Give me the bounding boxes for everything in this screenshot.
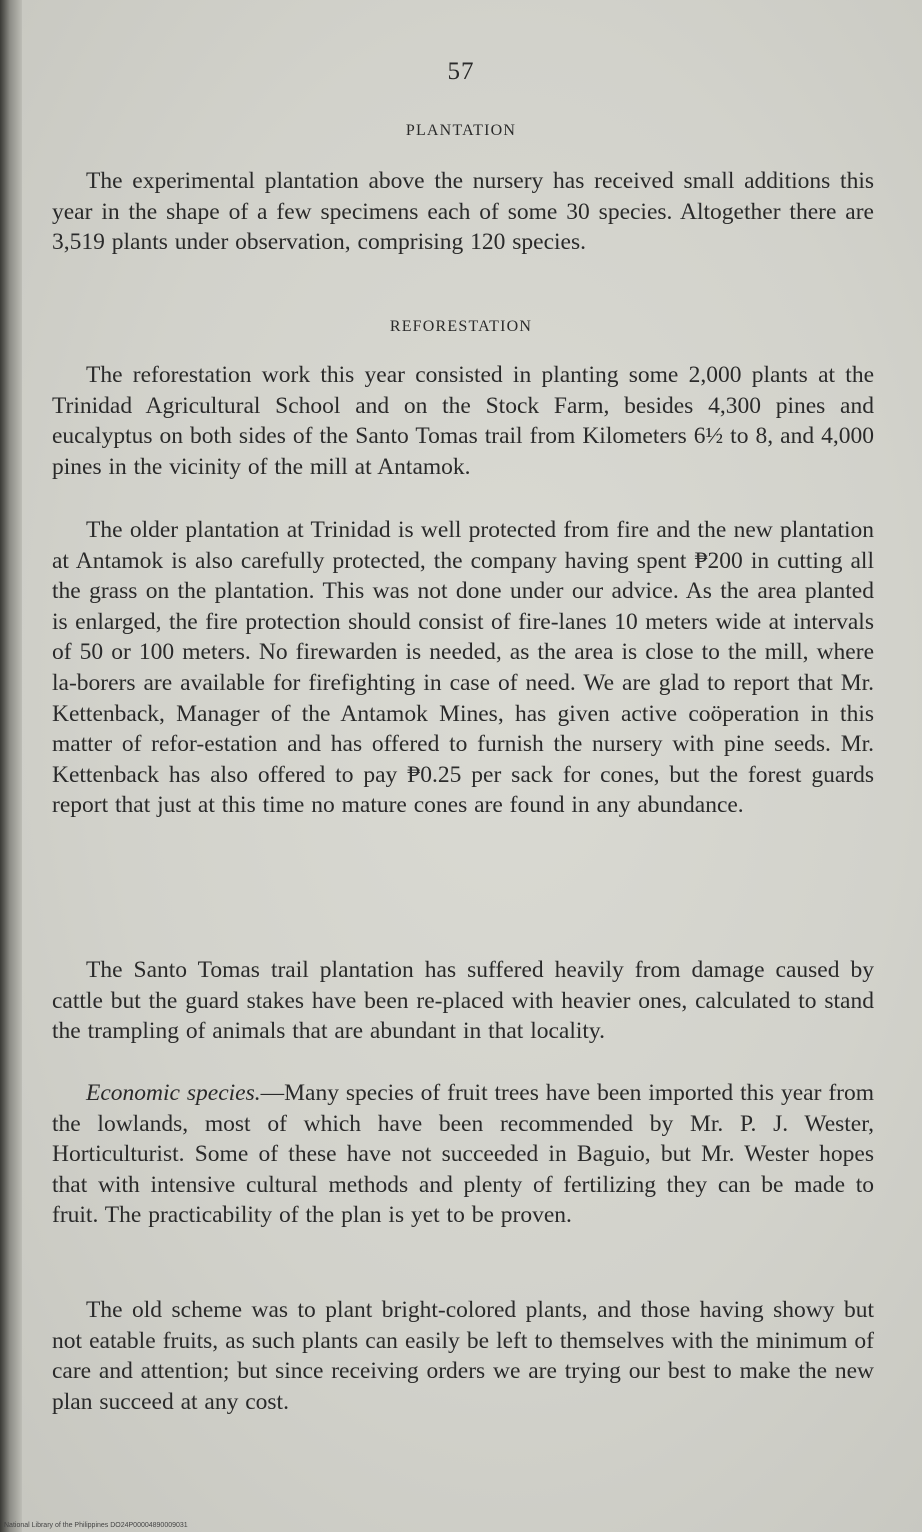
heading-plantation: PLANTATION bbox=[405, 122, 517, 139]
paragraph-reforestation-2 bbox=[52, 515, 874, 821]
paragraph-reforestation-1 bbox=[52, 360, 874, 482]
paragraph-plantation bbox=[52, 166, 874, 258]
paragraph-reforestation-3-text: The Santo Tomas trail plantation has suffered heavily from damage caused by cattle but the guard stakes have been re-placed with heavier ones, calculated to stand the trampling of animals that are abundant in that locality. bbox=[52, 957, 874, 1045]
paragraph-reforestation-3 bbox=[52, 955, 874, 1047]
paragraph-closing bbox=[52, 1295, 874, 1417]
heading-reforestation: REFORESTATION bbox=[389, 318, 533, 335]
footer-watermark: National Library of the Philippines DO24P00004890009031 bbox=[4, 1522, 188, 1529]
page-number: 57 bbox=[447, 58, 475, 85]
economic-species-label: Economic species. bbox=[86, 1080, 261, 1106]
binding-edge bbox=[0, 0, 22, 1532]
paragraph-economic-species bbox=[52, 1078, 874, 1231]
paragraph-reforestation-1-text: The reforestation work this year consisted in planting some 2,000 plants at the Trinidad Agricultural School and on the Stock Farm, besides 4,300 pines and eucalyptus on both sides of the Santo Tomas trail from Kilometers 6½ to 8, and 4,000 pines in the vicinity of the mill at Antamok. bbox=[52, 362, 874, 480]
economic-species-text: —Many species of fruit trees have been imported this year from the lowlands, most of which have been recommended by Mr. P. J. Wester, Horticulturist. Some of these have not succeeded in Baguio, but Mr. Wester hopes that with intensive cultural methods and plenty of fertilizing they can be made to fruit. The practicability of the plan is yet to be proven. bbox=[52, 1080, 875, 1229]
paragraph-closing-text: The old scheme was to plant bright-colored plants, and those having showy but not eatable fruits, as such plants can easily be left to themselves with the minimum of care and attention; but since receiving orders we are trying our best to make the new plan succeed at any cost. bbox=[52, 1297, 874, 1415]
paragraph-plantation-text: The experimental plantation above the nursery has received small additions this year in the shape of a few specimens each of some 30 species. Altogether there are 3,519 plants under observation, comprising 120 species. bbox=[52, 168, 874, 256]
paragraph-reforestation-2-text: The older plantation at Trinidad is well protected from fire and the new plantation at Antamok is also carefully protected, the company having spent ₱200 in cutting all the grass on the plantation. This was not done under our advice. As the area planted is enlarged, the fire protection should consist of fire-lanes 10 meters wide at intervals of 50 or 100 meters. No firewarden is needed, as the area is close to the mill, where la-borers are available for firefighting in case of need. We are glad to report that Mr. Kettenback, Manager of the Antamok Mines, has given active coöperation in this matter of refor-estation and has offered to furnish the nursery with pine seeds. Mr. Kettenback has also offered to pay ₱0.25 per sack for cones, but the forest guards report that just at this time no mature cones are found in any abundance. bbox=[52, 517, 874, 819]
